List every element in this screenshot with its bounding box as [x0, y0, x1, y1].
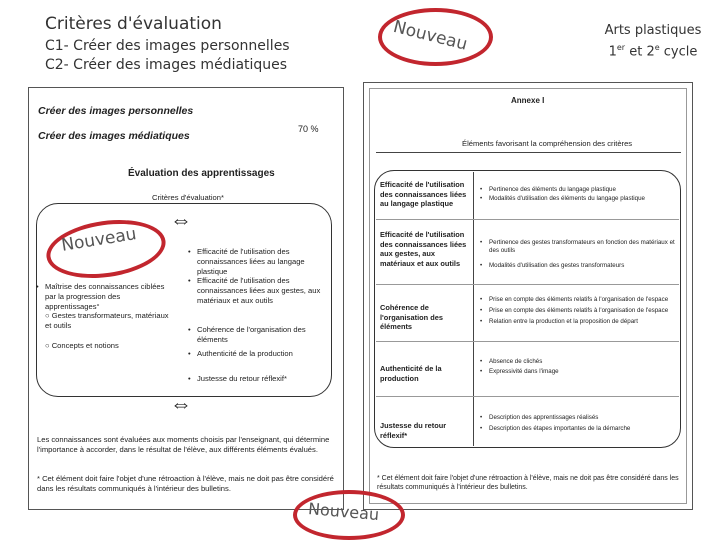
criterion-item: • Justesse du retour réflexif* — [197, 374, 329, 384]
left-footnote-1: Les connaissances sont évaluées aux moments choisis par l'enseignant, qui détermine l'importance à accorder, dans le résultat de l'élève, aux différents éléments évalués. — [37, 435, 330, 454]
annex-item: • Prise en compte des éléments relatifs à l'organisation de l'espace — [489, 296, 677, 304]
row-divider — [376, 219, 679, 220]
annex-criterion: Efficacité de l'utilisation des connaissances liées aux gestes, aux matériaux et aux outils — [380, 230, 467, 268]
mastery-subitem: ○ Concepts et notions — [45, 341, 119, 350]
mastery-subitem: ○ Gestes transformateurs, matériaux et outils — [45, 311, 169, 330]
column-divider — [473, 172, 474, 446]
criterion-item: • Efficacité de l'utilisation des connaissances liées aux gestes, aux matériaux et aux outils — [197, 276, 329, 306]
left-footnote-2: * Cet élément doit faire l'objet d'une rétroaction à l'élève, mais ne doit pas être considéré dans les résultats communiqués à l'intérieur des bulletins. — [37, 474, 334, 493]
annex-item: • Modalités d'utilisation des éléments du langage plastique — [489, 195, 677, 203]
cycle-label: 1er et 2e cycle — [608, 43, 698, 60]
criterion-item: • Authenticité de la production — [197, 349, 329, 359]
eval-title: Évaluation des apprentissages — [128, 168, 275, 179]
subject-label: Arts plastiques — [604, 23, 702, 38]
nouveau-text-bottom: Nouveau — [307, 499, 380, 525]
annex-item: • Description des étapes importantes de la démarche — [489, 425, 677, 433]
annex-criterion: Cohérence de l'organisation des éléments — [380, 303, 443, 331]
annex-item: • Expressivité dans l'image — [489, 368, 677, 376]
annex-title: Annexe I — [511, 96, 545, 105]
divider — [376, 152, 681, 153]
criteria-label: Critères d'évaluation* — [152, 193, 224, 202]
weight-percent: 70 % — [298, 124, 319, 134]
row-divider — [376, 396, 679, 397]
annex-item: • Pertinence des éléments du langage plastique — [489, 186, 677, 194]
right-footnote: * Cet élément doit faire l'objet d'une rétroaction à l'élève, mais ne doit pas être considéré dans les résultats communiqués à l'intérieur des bulletins. — [377, 475, 679, 491]
criterion-item: • Efficacité de l'utilisation des connaissances liées au langage plastique — [197, 247, 329, 277]
annex-criterion: Efficacité de l'utilisation des connaissances liées au langage plastique — [380, 180, 467, 208]
annex-criterion: Authenticité de la production — [380, 364, 442, 383]
criterion-item: • Cohérence de l'organisation des éléments — [197, 325, 329, 345]
nouveau-text-top: Nouveau — [391, 17, 470, 55]
annex-item: • Absence de clichés — [489, 358, 677, 366]
double-arrow-icon: ⇔ — [170, 391, 192, 416]
competency-c2: C2- Créer des images médiatiques — [45, 57, 288, 73]
annex-item: • Pertinence des gestes transformateurs en fonction des matériaux et des outils — [489, 239, 677, 255]
annex-subtitle: Éléments favorisant la compréhension des critères — [462, 139, 633, 148]
mastery-item: • Maîtrise des connaissances ciblées par la progression des apprentissages° — [45, 282, 173, 312]
annex-item: • Modalités d'utilisation des gestes transformateurs — [489, 262, 677, 270]
page-title: Critères d'évaluation — [45, 14, 222, 34]
doc-heading-media: Créer des images médiatiques — [38, 130, 190, 142]
annex-item: • Prise en compte des éléments relatifs à l'organisation de l'espace — [489, 307, 677, 315]
row-divider — [376, 284, 679, 285]
double-arrow-icon: ⇔ — [170, 207, 192, 232]
competency-c1: C1- Créer des images personnelles — [45, 38, 290, 54]
doc-heading-personal: Créer des images personnelles — [38, 105, 194, 117]
annex-item: • Description des apprentissages réalisés — [489, 414, 677, 422]
annex-criterion: Justesse du retour réflexif* — [380, 421, 447, 440]
annex-item: • Relation entre la production et la proposition de départ — [489, 318, 677, 326]
nouveau-text-left: Nouveau — [60, 224, 138, 256]
row-divider — [376, 341, 679, 342]
